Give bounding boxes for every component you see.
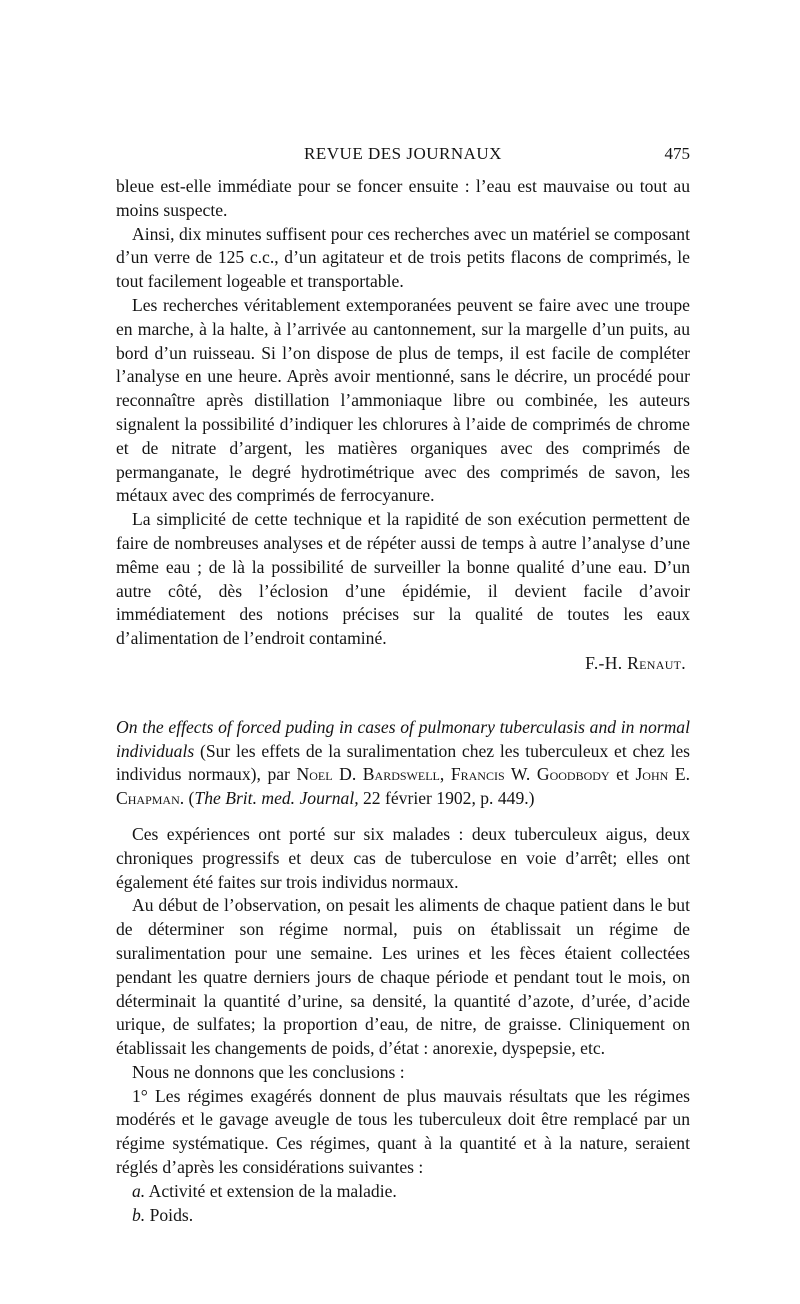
- bibliographic-reference: [116, 716, 690, 811]
- author-chapman: John E. Chapman: [116, 764, 691, 809]
- paragraph: Ainsi, dix minutes suffisent pour ces recherches avec un matériel se composant d’un verre de 125 c.c., d’un agitateur et de trois petits flacons de comprimés, le tout facilement logeable et transportable.: [116, 223, 690, 292]
- author-separator: . (: [179, 788, 195, 809]
- reference-translation: (Sur les effets de la suralimentation chez les tuberculeux et chez les individus normaux), par: [116, 740, 690, 785]
- article-water-analysis: [116, 175, 690, 676]
- paragraph: bleue est-elle immédiate pour se foncer ensuite : l’eau est mauvaise ou tout au moins suspecte.: [116, 176, 690, 220]
- signature-initials: F.-H.: [585, 652, 628, 673]
- paragraph: Ces expériences ont porté sur six malades : deux tuberculeux aigus, deux chroniques progressifs et deux cas de tuberculose en voie d’arrêt; elles ont également été faites sur trois individus normaux.: [116, 823, 690, 892]
- paragraph: 1° Les régimes exagérés donnent de plus mauvais résultats que les régimes modérés et le gavage aveugle de tous les tuberculeux doit être remplacé par un régime systématique. Ces régimes, quant à la quantité et à la nature, seraient réglés d’après les considérations suivantes :: [116, 1085, 690, 1178]
- list-item: [116, 1204, 690, 1228]
- author-bardswell: Noel D. Bardswell: [296, 764, 440, 785]
- paragraph: Nous ne donnons que les conclusions :: [132, 1061, 405, 1082]
- journal-name: The Brit. med. Journal,: [194, 788, 359, 809]
- reference-title: On the effects of forced puding in cases of pulmonary tuberculasis and in normal individuals: [116, 716, 690, 761]
- page-number: 475: [664, 144, 690, 163]
- paragraph: La simplicité de cette technique et la rapidité de son exécution permettent de faire de nombreuses analyses et de répéter aussi de temps à autre l’analyse d’une même eau ; de là la possibilité de surveiller la bonne qualité d’une eau. D’un autre côté, dès l’éclosion d’une épidémie, il devient facile d’avoir immédiatement des notions précises sur la qualité de toutes les eaux d’alimentation de l’endroit contaminé.: [116, 509, 690, 649]
- section-gap: [116, 676, 690, 716]
- signature: [116, 652, 690, 676]
- signature-name: Renaut.: [627, 652, 686, 673]
- running-title: REVUE DES JOURNAUX: [304, 144, 502, 163]
- author-separator: ,: [439, 764, 451, 785]
- list-text: Poids.: [145, 1204, 194, 1225]
- list-marker: b.: [132, 1204, 146, 1225]
- paragraph: Au début de l’observation, on pesait les aliments de chaque patient dans le but de déterminer son régime normal, puis on établissait un régime de suralimentation pour une semaine. Les urines et les fèces étaient collectées pendant les quatre derniers jours de chaque période et pendant tout le mois, on déterminait la quantité d’urine, sa densité, la quantité d’azote, d’urée, d’acide urique, de sulfates; la proportion d’eau, de nitre, de graisse. Cliniquement on établissait les changements de poids, d’état : anorexie, dyspepsie, etc.: [116, 895, 690, 1059]
- list-marker: a.: [132, 1180, 146, 1201]
- author-goodbody: Francis W. Goodbody: [450, 764, 610, 785]
- list-text: Activité et extension de la maladie.: [145, 1180, 397, 1201]
- citation-date: 22 février 1902, p. 449.): [358, 788, 535, 809]
- author-separator: et: [609, 764, 636, 785]
- paragraph: Les recherches véritablement extemporanées peuvent se faire avec une troupe en marche, à la halte, à l’arrivée au cantonnement, sur la margelle d’un puits, au bord d’un ruisseau. Si l’on dispose de plus de temps, il est facile de compléter l’analyse en une heure. Après avoir mentionné, sans le décrire, un procédé pour reconnaître après distillation l’ammoniaque libre ou combinée, les auteurs signalent la possibilité d’indiquer les chlorures à l’aide de comprimés de chrome et de nitrate d’argent, les matières organiques avec des comprimés de permanganate, le degré hydrotimétrique avec des comprimés de savon, les métaux avec des comprimés de ferrocyanure.: [116, 294, 690, 506]
- list-item: [116, 1180, 690, 1204]
- page-body: [116, 175, 690, 1227]
- running-head: [116, 144, 690, 168]
- article-forced-feeding: [116, 716, 690, 1228]
